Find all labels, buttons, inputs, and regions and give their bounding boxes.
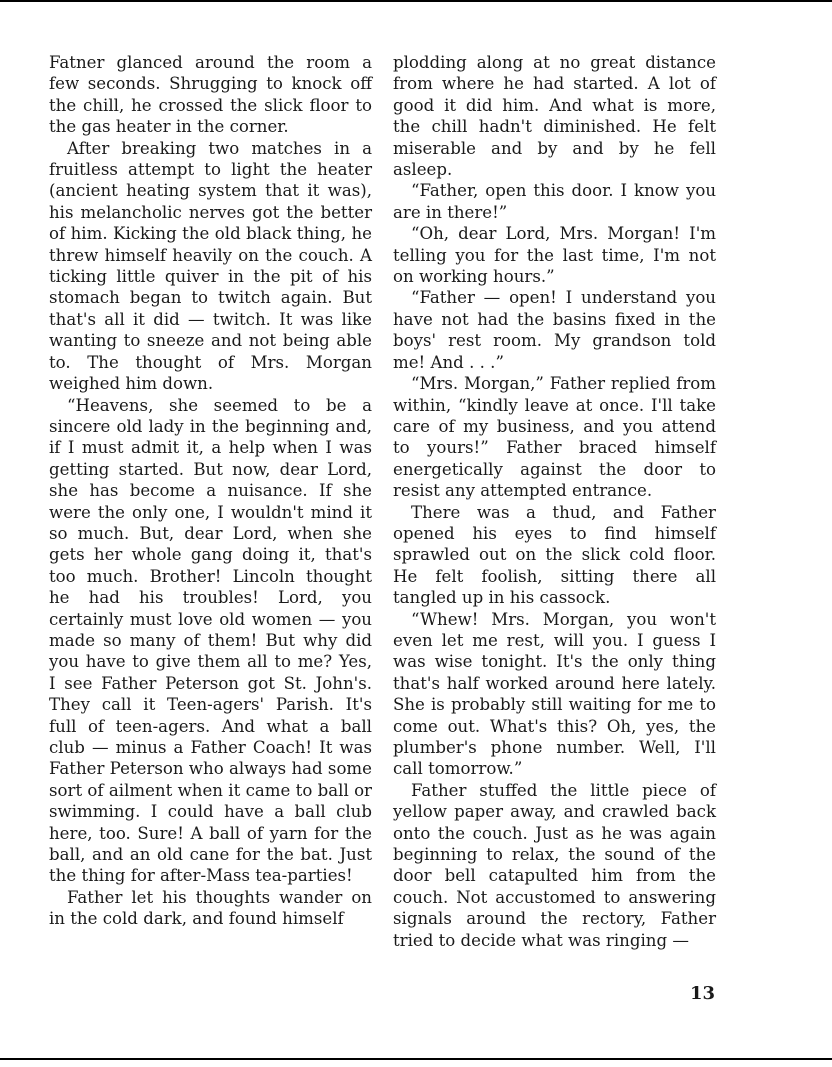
paragraph: “Whew! Mrs. Morgan, you won't even let me rest, will you. I guess I was wise tonight. It's the only thing that's half worked around here lately. She is probably still waiting for me to come out. What's this? Oh, yes, the plumber's phone number. Well, I'll call tomorrow.” <box>393 609 716 779</box>
paragraph: plodding along at no great distance from where he had started. A lot of good it did him. And what is more, the chill hadn't diminished. He felt miserable and by and by he fell asleep. <box>393 53 716 180</box>
paragraph: There was a thud, and Father opened his eyes to find himself sprawled out on the slick cold floor. He felt foolish, sitting there all tangled up in his cassock. <box>393 502 716 608</box>
paragraph: “Father, open this door. I know you are in there!” <box>393 181 716 222</box>
left-column <box>49 52 372 930</box>
top-rule <box>0 0 832 2</box>
paragraph: After breaking two matches in a fruitless attempt to light the heater (ancient heating system that it was), his melancholic nerves got the better of him. Kicking the old black thing, he threw himself heavily on the couch. A ticking little quiver in the pit of his stomach began to twitch again. But that's all it did — twitch. It was like wanting to sneeze and not being able to. The thought of Mrs. Morgan weighed him down. <box>49 138 372 394</box>
paragraph: Father let his thoughts wander on in the cold dark, and found himself <box>49 887 372 929</box>
paragraph: Father stuffed the little piece of yellow paper away, and crawled back onto the couch. Just as he was again beginning to relax, the sound of the door bell catapulted him from the couch. Not accustomed to answering signals around the rectory, Father tried to decide what was ringing — <box>393 780 716 950</box>
paragraph: “Mrs. Morgan,” Father replied from within, “kindly leave at once. I'll take care of my business, and you attend to yours!” Father braced himself energetically against the door to resist any attempted entrance. <box>393 374 716 501</box>
right-column <box>393 52 716 951</box>
paragraph: Fatner glanced around the room a few seconds. Shrugging to knock off the chill, he crossed the slick floor to the gas heater in the corner. <box>49 53 372 137</box>
paragraph: “Heavens, she seemed to be a sincere old lady in the beginning and, if I must admit it, a help when I was getting started. But now, dear Lord, she has become a nuisance. If she were the only one, I wouldn't mind it so much. But, dear Lord, when she gets her whole gang doing it, that's too much. Brother! Lincoln thought he had his troubles! Lord, you certainly must love old women — you made so many of them! But why did you have to give them all to me? Yes, I see Father Peterson got St. John's. They call it Teen-agers' Parish. It's full of teen-agers. And what a ball club — minus a Father Coach! It was Father Peterson who always had some sort of ailment when it came to ball or swimming. I could have a ball club here, too. Sure! A ball of yarn for the ball, and an old cane for the bat. Just the thing for after-Mass tea-parties! <box>49 395 372 886</box>
paragraph: “Oh, dear Lord, Mrs. Morgan! I'm telling you for the last time, I'm not on working hours.” <box>393 224 716 287</box>
paragraph: “Father — open! I understand you have not had the basins fixed in the boys' rest room. My grandson told me! And . . .” <box>393 288 716 372</box>
bottom-rule <box>0 1058 832 1060</box>
page-number: 13 <box>690 983 716 1004</box>
